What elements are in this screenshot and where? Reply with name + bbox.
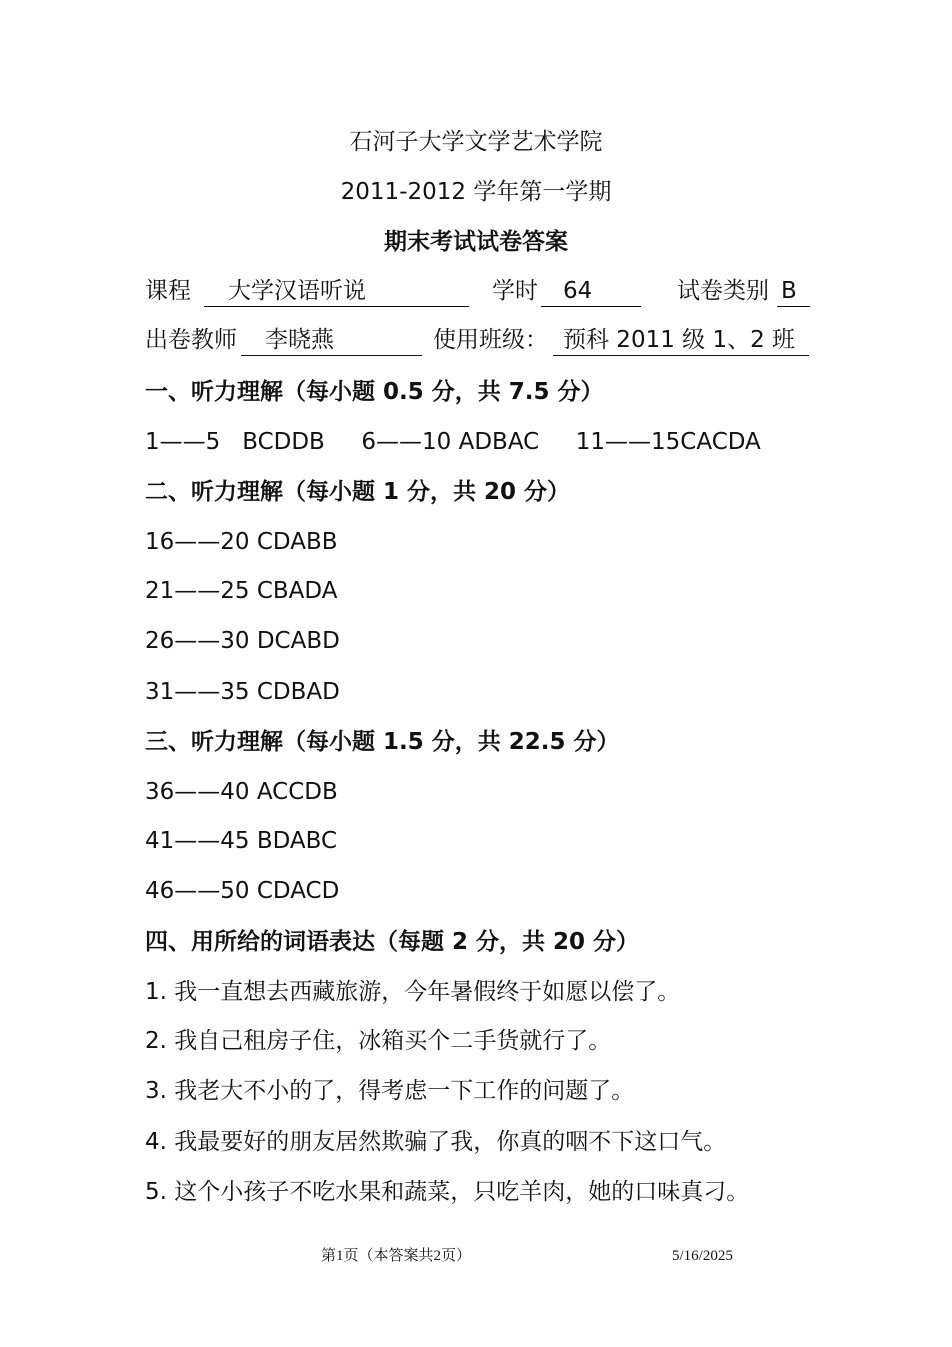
- exam-type-label: 试卷类别: [677, 278, 769, 304]
- hours-label: 学时: [492, 278, 538, 304]
- section-1-answers: 1——5 BCDDB 6——10 ADBAC 11——15CACDA: [145, 429, 761, 455]
- answer-line: 31——35 CDBAD: [145, 679, 340, 705]
- hours-value: 64: [563, 278, 593, 304]
- answer-line: 41——45 BDABC: [145, 828, 338, 854]
- answer-line: 36——40 ACCDB: [145, 779, 338, 805]
- course-field: [204, 276, 469, 307]
- class-label: 使用班级：: [433, 327, 548, 353]
- print-date: 5/16/2025: [672, 1248, 733, 1264]
- section-3-title: 三、听力理解（每小题 1.5 分，共 22.5 分）: [145, 729, 620, 755]
- answer-line: 21——25 CBADA: [145, 578, 338, 604]
- course-label: 课程: [145, 278, 191, 304]
- teacher-label: 出卷教师: [145, 327, 237, 353]
- answer-line: 46——50 CDACD: [145, 878, 340, 904]
- page-title: 期末考试试卷答案: [384, 229, 568, 255]
- sentence-answer: 3. 我老大不小的了，得考虑一下工作的问题了。: [145, 1078, 635, 1104]
- hours-field: [541, 276, 641, 307]
- sentence-answer: 5. 这个小孩子不吃水果和蔬菜，只吃羊肉，她的口味真刁。: [145, 1179, 750, 1205]
- sentence-answer: 4. 我最要好的朋友居然欺骗了我，你真的咽不下这口气。: [145, 1129, 727, 1155]
- answer-line: 26——30 DCABD: [145, 628, 340, 654]
- page-number: 第1页（本答案共2页）: [321, 1248, 472, 1264]
- sentence-answer: 1. 我一直想去西藏旅游，今年暑假终于如愿以偿了。: [145, 979, 681, 1005]
- school-name: 石河子大学文学艺术学院: [349, 129, 603, 155]
- exam-type-field: [777, 276, 810, 307]
- section-2-title: 二、听力理解（每小题 1 分，共 20 分）: [145, 479, 571, 505]
- course-value: 大学汉语听说: [228, 278, 366, 304]
- section-4-title: 四、用所给的词语表达（每题 2 分，共 20 分）: [145, 929, 640, 955]
- teacher-value: 李晓燕: [265, 327, 334, 353]
- class-value: 预科 2011 级 1、2 班: [563, 327, 796, 353]
- section-1-title: 一、听力理解（每小题 0.5 分，共 7.5 分）: [145, 379, 604, 405]
- semester: 2011-2012 学年第一学期: [340, 179, 612, 205]
- class-field: [553, 325, 809, 356]
- sentence-answer: 2. 我自己租房子住，冰箱买个二手货就行了。: [145, 1028, 612, 1054]
- answer-line: 16——20 CDABB: [145, 529, 338, 555]
- exam-type-value: B: [781, 278, 797, 304]
- teacher-field: [241, 325, 422, 356]
